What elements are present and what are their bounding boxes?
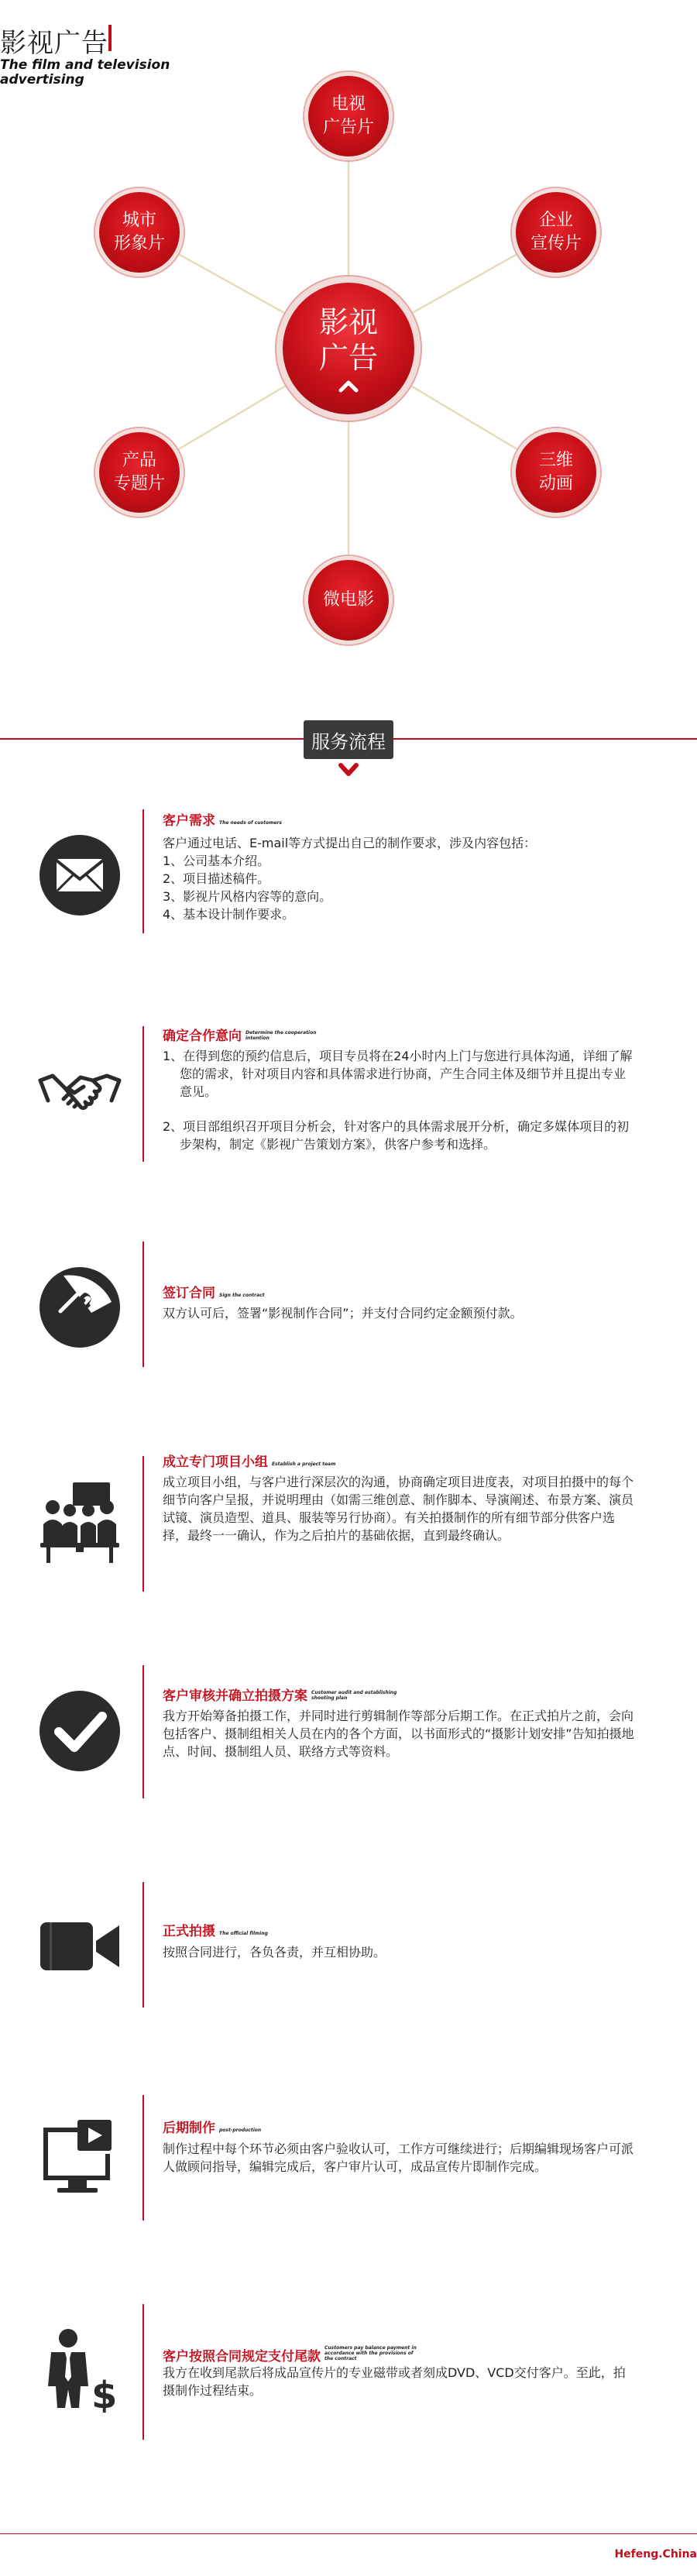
step-text: 我方在收到尾款后将成品宣传片的专业磁带或者刻成DVD、VCD交付客户。至此，拍摄制作过程结束。 <box>163 2365 626 2398</box>
step-title-en: Establish a project team <box>272 1461 336 1467</box>
step-title-en: Sign the contract <box>219 1293 265 1298</box>
node-micro-film[interactable] <box>304 556 393 644</box>
step-title-en: Determine the cooperation intention <box>245 1030 317 1041</box>
step-title-en: Customer audit and establishing shooting plan <box>311 1690 397 1701</box>
service-flow-tab: 服务流程 <box>304 720 393 759</box>
step-text: 成立项目小组，与客户进行深层次的沟通，协商确定项目进度表，对项目拍摄中的每个细节向客户呈报，并说明理由（如需三维创意、制作脚本、导演阐述、布景方案、演员试镜、演员造型、道具、服装等另行协商）。有关拍摄制作的所有细节部分供客户选择，最终一一确认，作为之后拍片的基础依据，直到最终确认。 <box>163 1475 634 1543</box>
step-text: 制作过程中每个环节必须由客户验收认可，工作方可继续进行；后期编辑现场客户可派人做顾问指导，编辑完成后，客户审片认可，成品宣传片即制作完成。 <box>163 2142 634 2174</box>
team-meeting-icon <box>37 1481 122 1566</box>
step-description <box>163 2364 635 2399</box>
node-label-line2: 宣传片 <box>530 234 582 253</box>
node-label-line1: 城市 <box>122 211 156 230</box>
node-label-line1: 产品 <box>122 451 156 470</box>
step-title-en: The official filming <box>219 1931 268 1936</box>
businessman-dollar-icon <box>37 2327 122 2413</box>
node-corporate-video[interactable] <box>512 188 600 276</box>
node-tv-ad[interactable] <box>304 72 393 160</box>
node-label-line1: 三维 <box>538 451 573 470</box>
step-line: 2、项目描述稿件。 <box>163 871 270 886</box>
page-subtitle-line1: The film and television <box>0 57 170 73</box>
step-heading <box>163 1924 268 1939</box>
step-text: 按照合同进行，各负各责，并互相协助。 <box>163 1945 386 1959</box>
checkmark-icon <box>37 1688 122 1774</box>
step-text: 双方认可后，签署“影视制作合同”；并支付合同约定金额预付款。 <box>163 1306 523 1321</box>
step-title: 正式拍摄 <box>163 1924 215 1939</box>
paperclip-icon <box>37 1265 122 1350</box>
step-title-en: The needs of customers <box>219 820 282 826</box>
step-divider <box>142 2095 144 2221</box>
step-title: 后期制作 <box>163 2121 215 2136</box>
step-description <box>163 1473 635 1544</box>
step-divider <box>142 1456 144 1592</box>
page-subtitle-line2: advertising <box>0 72 84 88</box>
center-label-line1: 影视 <box>318 305 378 339</box>
node-label-line1: 微电影 <box>322 590 374 610</box>
node-label-line1: 企业 <box>538 211 573 230</box>
step-line: 3、影视片风格内容等的意向。 <box>163 889 332 904</box>
node-product-feature[interactable] <box>95 428 184 517</box>
step-paragraph: 1、在得到您的预约信息后，项目专员将在24小时内上门与您进行具体沟通，详细了解您的需求，针对项目内容和具体需求进行协商，产生合同主体及细节并且提出专业意见。 <box>163 1049 633 1099</box>
step-divider <box>142 1026 144 1162</box>
step-title: 成立专门项目小组 <box>163 1455 268 1470</box>
monitor-play-icon <box>37 2118 122 2203</box>
step-description <box>163 1047 635 1153</box>
node-label-line2: 广告片 <box>322 118 374 137</box>
step-heading <box>163 2121 261 2136</box>
footer-divider <box>0 2533 697 2534</box>
step-line: 1、公司基本介绍。 <box>163 854 270 868</box>
chevron-down-icon <box>336 761 361 779</box>
step-title: 客户按照合同规定支付尾款 <box>163 2349 321 2365</box>
step-heading <box>163 1688 404 1704</box>
step-divider <box>142 1242 144 1367</box>
step-title: 签订合同 <box>163 1286 215 1301</box>
node-label-line1: 电视 <box>331 94 366 114</box>
step-paragraph: 2、项目部组织召开项目分析会，针对客户的具体需求展开分析，确定多媒体项目的初步架构，制定《影视广告策划方案》，供客户参考和选择。 <box>163 1119 630 1152</box>
step-heading <box>163 1455 335 1470</box>
footer-brand[interactable]: Hefeng.China <box>614 2548 697 2561</box>
step-heading <box>163 1029 338 1044</box>
page-title: 影视广告 <box>0 28 108 59</box>
step-heading <box>163 813 282 829</box>
node-city-image[interactable] <box>95 188 184 276</box>
step-text: 我方开始筹备拍摄工作，并同时进行剪辑制作等部分后期工作。在正式拍片之前，会向包括客户、摄制组相关人员在内的各个方面，以书面形式的“摄影计划安排”告知拍摄地点、时间、摄制组人员、联络方式等资料。 <box>163 1709 634 1759</box>
node-label-line2: 专题片 <box>113 474 165 493</box>
video-camera-icon <box>37 1904 122 1989</box>
envelope-icon <box>37 833 122 918</box>
step-divider <box>142 1882 144 2008</box>
step-heading <box>163 2345 417 2365</box>
node-label-line2: 动画 <box>538 474 573 493</box>
node-label-line2: 形象片 <box>113 234 165 253</box>
step-line: 4、基本设计制作要求。 <box>163 907 295 922</box>
step-description <box>163 2140 635 2176</box>
center-node[interactable] <box>276 276 421 421</box>
step-description <box>163 834 635 923</box>
step-line: 客户通过电话、E-mail等方式提出自己的制作要求，涉及内容包括： <box>163 836 537 850</box>
step-description <box>163 1707 635 1760</box>
step-divider <box>142 809 144 933</box>
chevron-up-icon <box>338 379 359 393</box>
service-radial-diagram <box>0 0 697 666</box>
step-divider <box>142 2304 144 2440</box>
step-heading <box>163 1286 265 1301</box>
step-title-en: post-production <box>219 2128 262 2133</box>
dollar-sign: $ <box>91 2374 118 2413</box>
center-label-line2: 广告 <box>318 341 378 375</box>
step-title-en: Customers pay balance payment in accordance with the provisions of the contract <box>324 2345 417 2361</box>
step-title: 确定合作意向 <box>163 1029 242 1044</box>
step-divider <box>142 1665 144 1798</box>
step-title: 客户需求 <box>163 813 215 829</box>
node-3d-animation[interactable] <box>512 428 600 517</box>
step-description <box>163 1943 635 1961</box>
step-description <box>163 1304 635 1322</box>
step-title: 客户审核并确立拍摄方案 <box>163 1688 307 1704</box>
handshake-icon <box>37 1049 122 1135</box>
